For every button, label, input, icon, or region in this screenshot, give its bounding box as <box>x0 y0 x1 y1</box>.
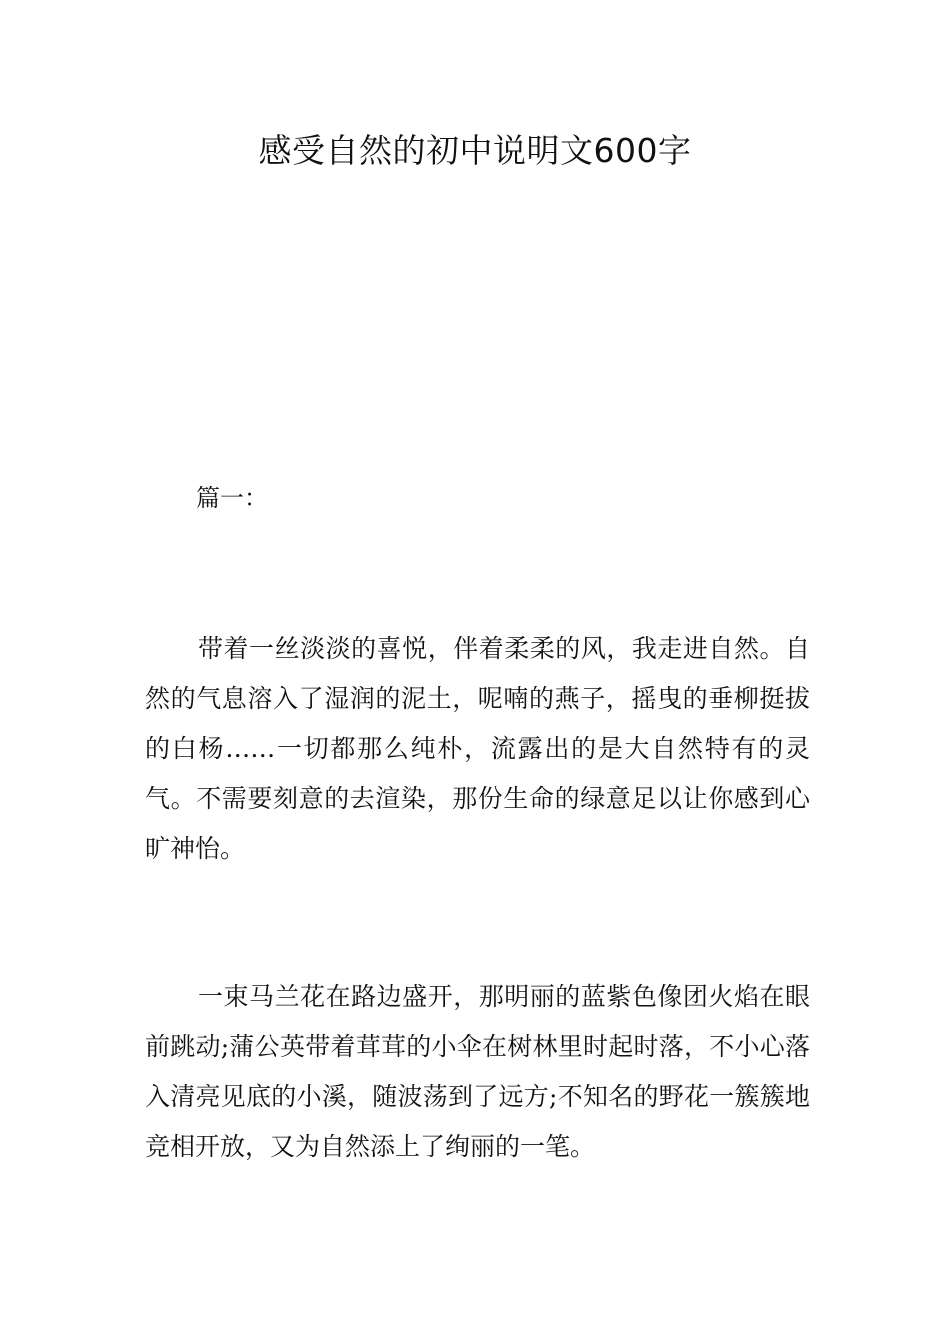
section-label: 篇一： <box>196 484 268 512</box>
paragraph-1: 带着一丝淡淡的喜悦，伴着柔柔的风，我走进自然。自然的气息溶入了湿润的泥土，呢喃的燕子，摇曳的垂柳挺拔的白杨……一切都那么纯朴，流露出的是大自然特有的灵气。不需要刻意的去渲染，那份生命的绿意足以让你感到心旷神怡。 <box>145 634 810 863</box>
document-title: 感受自然的初中说明文600字 <box>258 131 692 170</box>
paragraph-2: 一束马兰花在路边盛开，那明丽的蓝紫色像团火焰在眼前跳动;蒲公英带着茸茸的小伞在树林里时起时落，不小心落入清亮见底的小溪，随波荡到了远方;不知名的野花一簇簇地竞相开放，又为自然添上了绚丽的一笔。 <box>145 982 810 1161</box>
